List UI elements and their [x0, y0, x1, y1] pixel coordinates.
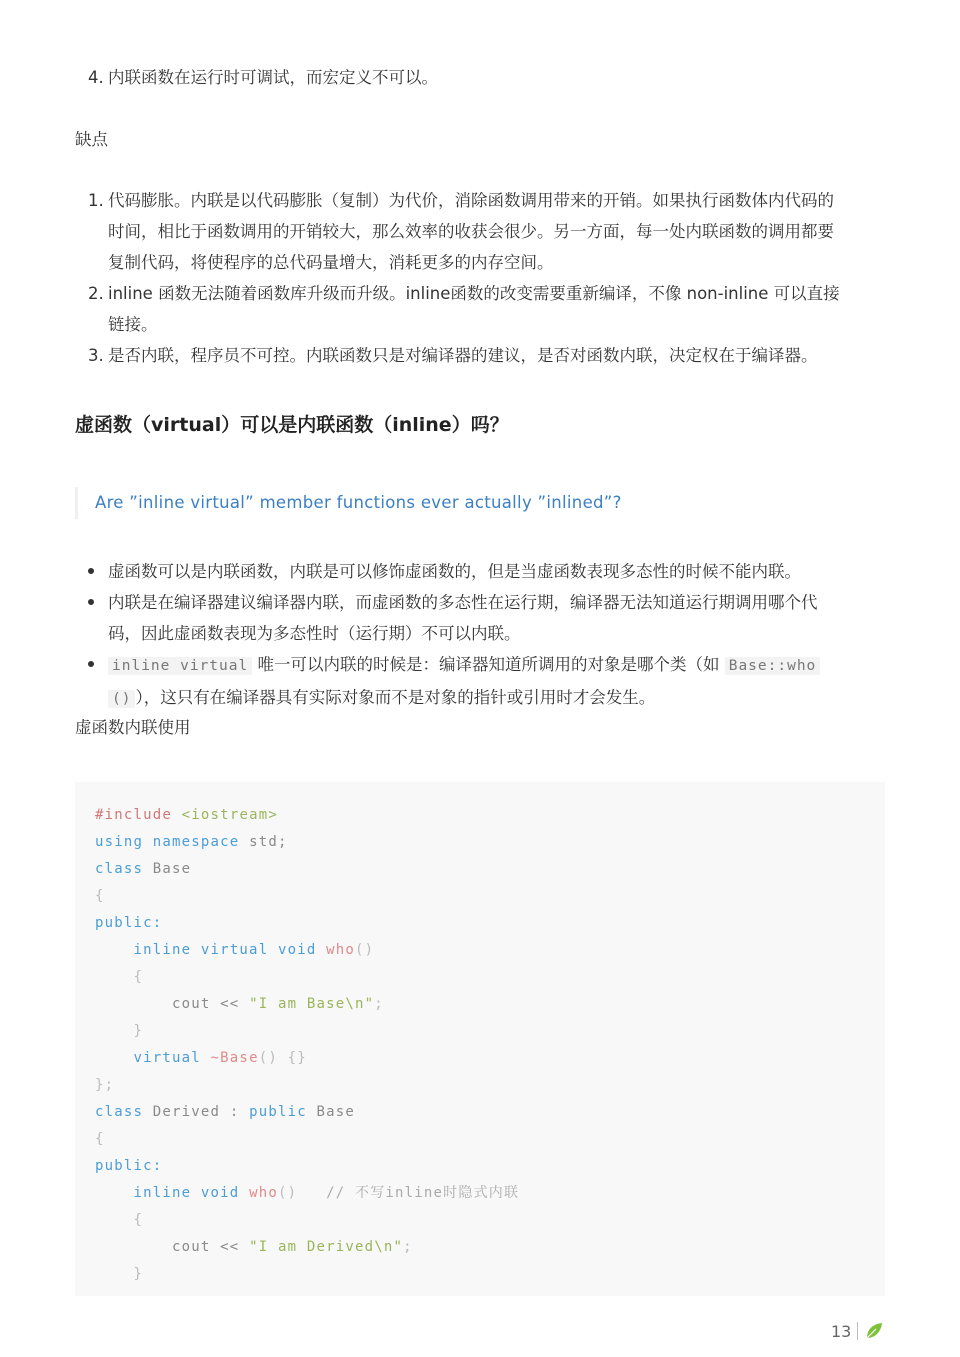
- code-line: }: [95, 1266, 144, 1282]
- list-item-line: 时间，相比于函数调用的开销较大，那么效率的收获会很少。另一方面，每一处内联函数的调用都要: [108, 222, 834, 241]
- list-item-line: 链接。: [108, 315, 158, 334]
- code-line: {: [95, 888, 105, 904]
- list-item-line: inline 函数无法随着函数库升级而升级。inline函数的改变需要重新编译，不像 non-inline 可以直接: [108, 284, 840, 303]
- section-label-drawbacks: 缺点: [75, 130, 108, 149]
- list-number: 4.: [88, 68, 104, 87]
- list-item: [88, 62, 878, 93]
- code-line: }: [95, 1023, 144, 1039]
- bullet-text: 唯一可以内联的时候是：编译器知道所调用的对象是哪个类（如: [252, 655, 725, 674]
- quote-link-text[interactable]: Are ”inline virtual” member functions ever actually ”inlined”?: [95, 493, 622, 512]
- code-line: class Derived : public Base: [95, 1104, 356, 1120]
- code-line: class Base: [95, 861, 192, 877]
- code-line: {: [95, 1131, 105, 1147]
- list-number: 2.: [88, 284, 104, 303]
- page-footer: [831, 1320, 884, 1348]
- code-line: inline virtual void who(): [95, 942, 375, 958]
- code-line: cout << "I am Derived\n";: [95, 1239, 413, 1255]
- blockquote: [75, 487, 878, 519]
- code-line: {: [95, 1212, 144, 1228]
- list-item-line: 代码膨胀。内联是以代码膨胀（复制）为代价，消除函数调用带来的开销。如果执行函数体内代码的: [108, 191, 834, 210]
- list-item-text: 内联函数在运行时可调试，而宏定义不可以。: [108, 68, 438, 87]
- code-line: using namespace std;: [95, 834, 288, 850]
- bullet-dot: [88, 661, 94, 667]
- inline-code: Base::who: [725, 657, 821, 675]
- list-number: 1.: [88, 191, 104, 210]
- code-line: };: [95, 1077, 115, 1093]
- list-item: [88, 278, 878, 340]
- page-number: 13: [831, 1322, 852, 1341]
- bullet-line: 码，因此虚函数表现为多态性时（运行期）不可以内联。: [108, 624, 521, 643]
- code-line: {: [95, 969, 144, 985]
- code-line: cout << "I am Base\n";: [95, 996, 384, 1012]
- footer-divider: [857, 1322, 858, 1340]
- list-item-line: 是否内联，程序员不可控。内联函数只是对编译器的建议，是否对函数内联，决定权在于编译器。: [108, 346, 818, 365]
- list-number: 3.: [88, 346, 104, 365]
- usage-label: 虚函数内联使用: [75, 718, 191, 737]
- list-item: [88, 185, 878, 278]
- bullet-line: 内联是在编译器建议编译器内联，而虚函数的多态性在运行期，编译器无法知道运行期调用哪个代: [108, 593, 818, 612]
- bullet-text: 虚函数可以是内联函数，内联是可以修饰虚函数的，但是当虚函数表现多态性的时候不能内联。: [108, 562, 801, 581]
- list-item-line: 复制代码，将使程序的总代码量增大，消耗更多的内存空间。: [108, 253, 554, 272]
- bullet-item: [88, 587, 878, 649]
- bullet-text: ），这只有在编译器具有实际对象而不是对象的指针或引用时才会发生。: [135, 688, 656, 707]
- bullet-dot: [88, 599, 94, 605]
- code-block: [75, 782, 885, 1296]
- bullet-item: [88, 649, 878, 715]
- bullet-item: [88, 556, 878, 587]
- inline-code: inline virtual: [108, 657, 252, 675]
- inline-code: (): [108, 690, 135, 708]
- list-item: [88, 340, 878, 371]
- code-line: #include <iostream>: [95, 807, 278, 823]
- bullet-dot: [88, 568, 94, 574]
- code-line: public:: [95, 1158, 163, 1174]
- code-line: public:: [95, 915, 163, 931]
- code-line: inline void who() // 不写inline时隐式内联: [95, 1185, 520, 1201]
- code-line: virtual ~Base() {}: [95, 1050, 307, 1066]
- section-heading: 虚函数（virtual）可以是内联函数（inline）吗？: [75, 414, 509, 436]
- leaf-logo-icon: [864, 1321, 884, 1348]
